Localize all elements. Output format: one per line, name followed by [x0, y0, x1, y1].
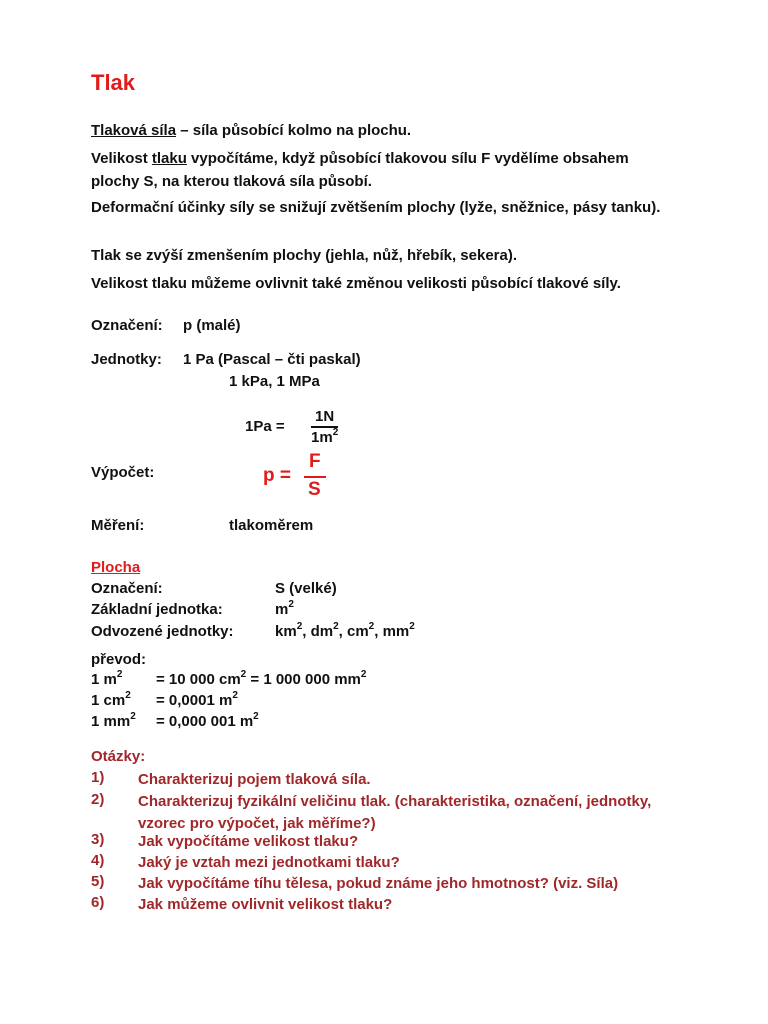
conversion-row-3-right	[156, 713, 259, 730]
question-5-number: 5)	[91, 873, 105, 890]
formula-numerator: F	[309, 451, 321, 472]
formula-denominator: S	[308, 479, 321, 500]
paragraph-definition-text: – síla působící kolmo na plochu.	[176, 122, 412, 139]
mereni-value: tlakoměrem	[229, 517, 314, 534]
question-1-text: Charakterizuj pojem tlaková síla.	[138, 771, 371, 788]
conversion-1-mm-exp: 2	[360, 669, 367, 680]
conversion-1-mm: = 1 000 000 mm	[246, 671, 361, 688]
oznaceni-label: Označení:	[91, 317, 163, 334]
question-4-number: 4)	[91, 852, 105, 869]
question-2-text: Charakterizuj fyzikální veličinu tlak. (charakteristika, označení, jednotky, vzorec pro výpočet, jak měříme?)	[138, 793, 652, 832]
question-3-text: Jak vypočítáme velikost tlaku?	[138, 833, 359, 850]
question-5-text: Jak vypočítáme tíhu tělesa, pokud známe jeho hmotnost? (viz. Síla)	[138, 875, 619, 892]
pa-definition-den-exp: 2	[332, 427, 339, 438]
conversion-row-1-right	[156, 671, 366, 688]
conversion-row-2-right	[156, 692, 238, 709]
pa-definition-den-text: 1m	[311, 429, 333, 446]
question-6-number: 6)	[91, 894, 105, 911]
paragraph-velikost-rest: vypočítáme, když působící tlakovou sílu F vydělíme obsahem plochy S, na kterou tlaková síla působí.	[91, 150, 629, 190]
conversion-1-exp: 2	[116, 669, 123, 680]
paragraph-definition	[91, 119, 671, 142]
conversion-3-exp: 2	[130, 711, 136, 722]
oznaceni-value: p (malé)	[183, 317, 241, 334]
unit-km: km	[275, 623, 297, 640]
jednotky-value: 1 Pa (Pascal – čti paskal)	[183, 351, 361, 368]
plocha-odvozene-label: Odvozené jednotky:	[91, 623, 234, 640]
paragraph-zvyseni: Tlak se zvýší zmenšením plochy (jehla, nůž, hřebík, sekera).	[91, 247, 517, 264]
conversion-3-value-exp: 2	[253, 711, 259, 722]
pa-definition-numerator: 1N	[315, 408, 335, 425]
plocha-heading: Plocha	[91, 559, 141, 576]
jednotky-label: Jednotky:	[91, 351, 162, 368]
paragraph-velikost-start: Velikost	[91, 150, 152, 167]
conversion-2-exp: 2	[125, 690, 131, 701]
prevod-label: převod:	[91, 651, 147, 668]
conversion-1-unit: 1 m	[91, 671, 117, 688]
paragraph-deformace: Deformační účinky síly se snižují zvětšením plochy (lyže, sněžnice, pásy tanku).	[91, 199, 661, 216]
conversion-row-3-left	[91, 713, 136, 730]
conversion-1-cm: = 10 000 cm	[156, 671, 241, 688]
conversion-1-cm-exp: 2	[240, 669, 247, 680]
plocha-zakladni-label: Základní jednotka:	[91, 601, 223, 618]
paragraph-ovlivneni: Velikost tlaku můžeme ovlivnit také změnou velikosti působící tlakové síly.	[91, 275, 621, 292]
formula-fraction-bar	[304, 476, 326, 478]
pa-definition-denominator	[311, 429, 338, 446]
unit-mm: , mm	[374, 623, 410, 640]
plocha-odvozene-value	[275, 623, 415, 640]
conversion-2-value: = 0,0001 m	[156, 692, 233, 709]
conversion-3-unit: 1 mm	[91, 713, 131, 730]
paragraph-velikost	[91, 147, 671, 193]
term-tlakova-sila: Tlaková síla	[91, 122, 177, 139]
page-title: Tlak	[91, 70, 136, 95]
unit-km-exp: 2	[296, 621, 303, 632]
formula-left: p =	[263, 465, 291, 486]
pa-definition-left: 1Pa =	[245, 418, 285, 435]
otazky-heading: Otázky:	[91, 748, 146, 765]
question-6-text: Jak můžeme ovlivnit velikost tlaku?	[138, 896, 393, 913]
term-tlaku: tlaku	[151, 150, 187, 167]
unit-dm: , dm	[302, 623, 334, 640]
plocha-zakladni-exp: 2	[288, 599, 294, 610]
conversion-2-value-exp: 2	[232, 690, 238, 701]
plocha-zakladni-unit: m	[275, 601, 289, 618]
conversion-row-2-left	[91, 692, 131, 709]
conversion-2-unit: 1 cm	[91, 692, 126, 709]
question-1-number: 1)	[91, 769, 105, 786]
question-2-number: 2)	[91, 791, 105, 808]
plocha-oznaceni-value: S (velké)	[275, 580, 337, 597]
jednotky-value-2: 1 kPa, 1 MPa	[229, 373, 320, 390]
conversion-3-value: = 0,000 001 m	[156, 713, 254, 730]
question-3-number: 3)	[91, 831, 105, 848]
mereni-label: Měření:	[91, 517, 145, 534]
vypocet-label: Výpočet:	[91, 464, 155, 481]
unit-cm: , cm	[338, 623, 369, 640]
unit-dm-exp: 2	[333, 621, 339, 632]
unit-cm-exp: 2	[368, 621, 375, 632]
unit-mm-exp: 2	[409, 621, 415, 632]
conversion-row-1-left	[91, 671, 122, 688]
question-4-text: Jaký je vztah mezi jednotkami tlaku?	[138, 854, 400, 871]
plocha-oznaceni-label: Označení:	[91, 580, 163, 597]
plocha-zakladni-value	[275, 601, 294, 618]
